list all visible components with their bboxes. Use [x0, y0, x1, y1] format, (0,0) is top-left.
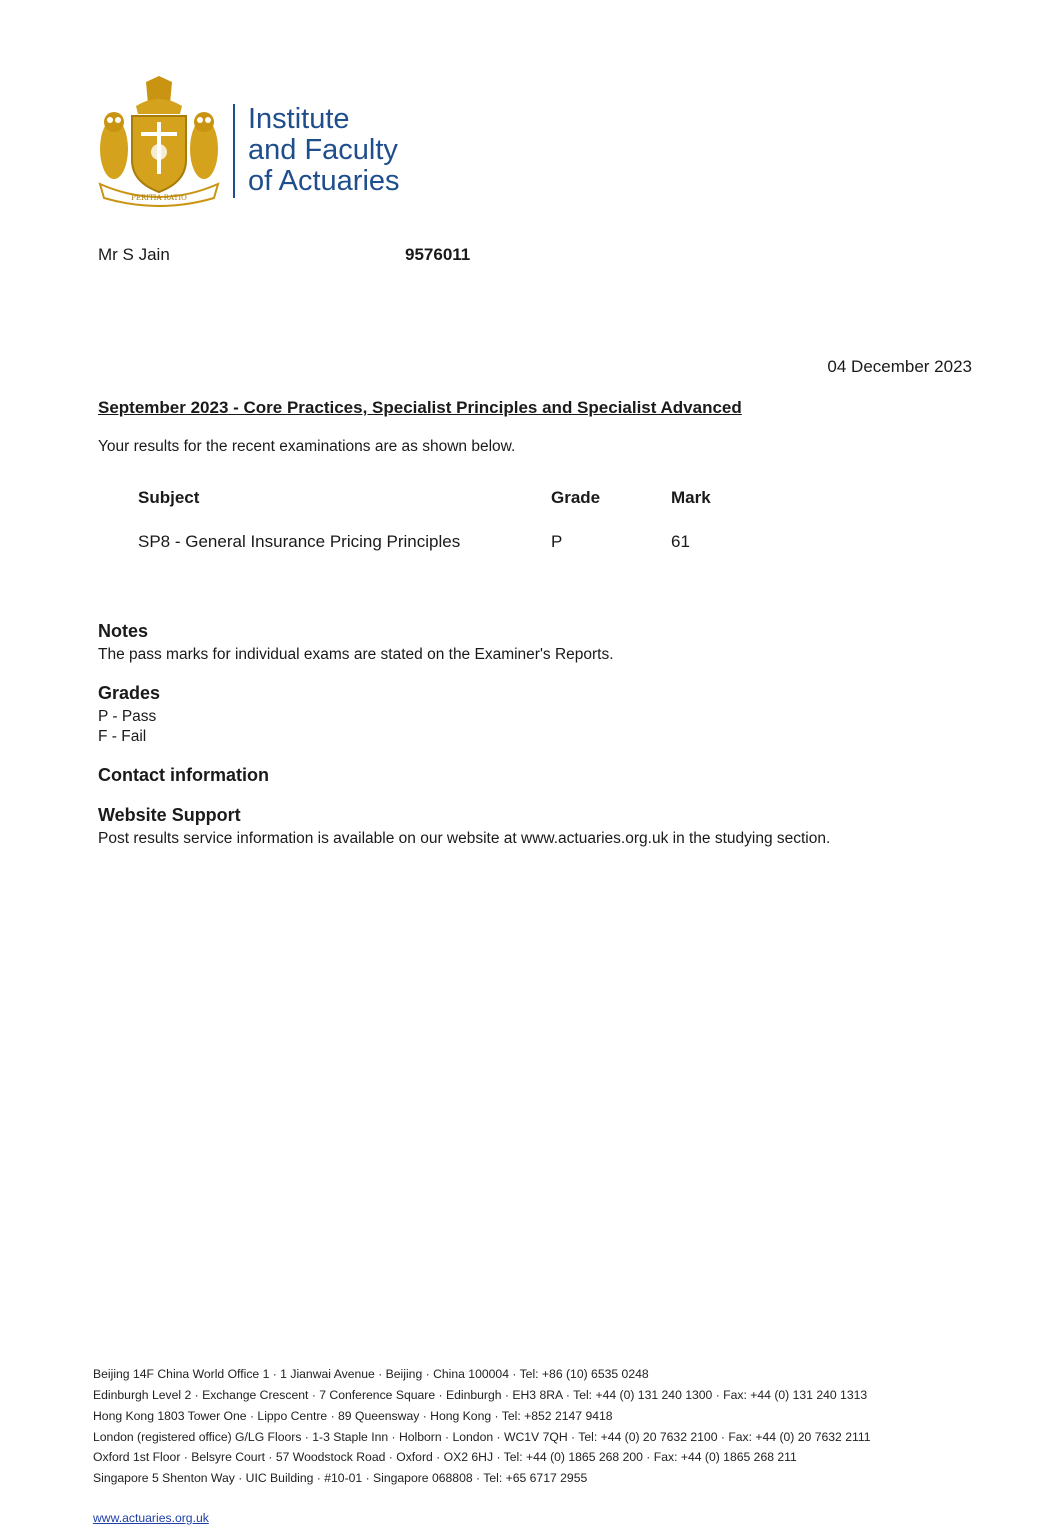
office-london: London (registered office) G/LG Floors · 1-3 Staple Inn · Holborn · London · WC1V 7QH · Tel: +44 (0) 20 7632 2100 · Fax: +44 (0) 20 7632 2111: [93, 1430, 871, 1444]
intro-text: Your results for the recent examinations are as shown below.: [98, 438, 516, 455]
header-subject: Subject: [138, 488, 200, 507]
result-grade: P: [551, 532, 563, 551]
contact-title: Contact information: [98, 765, 269, 785]
org-name-line-3: of Actuaries: [248, 165, 400, 197]
office-singapore: Singapore 5 Shenton Way · UIC Building · #10-01 · Singapore 068808 · Tel: +65 6717 2955: [93, 1471, 588, 1485]
header-mark: Mark: [671, 488, 711, 507]
logo-divider: [233, 104, 235, 198]
recipient-name: Mr S Jain: [98, 245, 170, 264]
office-oxford: Oxford 1st Floor · Belsyre Court · 57 Woodstock Road · Oxford · OX2 6HJ · Tel: +44 (0) 1865 268 200 · Fax: +44 (0) 1865 268 211: [93, 1450, 797, 1464]
org-name-line-2: and Faculty: [248, 134, 398, 166]
office-beijing: Beijing 14F China World Office 1 · 1 Jianwai Avenue · Beijing · China 100004 · Tel: +86 (10) 6535 0248: [93, 1367, 649, 1381]
exam-session-heading: September 2023 - Core Practices, Specialist Principles and Specialist Advanced: [98, 398, 742, 417]
website-support-title: Website Support: [98, 805, 241, 825]
grade-fail: F - Fail: [98, 728, 147, 745]
svg-text:PERITIA RATIO: PERITIA RATIO: [131, 194, 187, 202]
organisation-name: [248, 104, 400, 197]
grade-pass: P - Pass: [98, 708, 157, 725]
office-hong-kong: Hong Kong 1803 Tower One · Lippo Centre · 89 Queensway · Hong Kong · Tel: +852 2147 9418: [93, 1409, 613, 1423]
office-edinburgh: Edinburgh Level 2 · Exchange Crescent · 7 Conference Square · Edinburgh · EH3 8RA · Tel: +44 (0) 131 240 1300 · Fax: +44 (0) 131 240 1313: [93, 1388, 868, 1402]
ifoa-logo: [96, 74, 426, 210]
website-support-text: Post results service information is available on our website at www.actuaries.org.uk in the studying section.: [98, 830, 831, 847]
candidate-number: 9576011: [405, 245, 471, 264]
website-link[interactable]: www.actuaries.org.uk: [93, 1511, 209, 1525]
result-mark: 61: [671, 532, 690, 551]
letter-date: 04 December 2023: [827, 357, 972, 376]
notes-title: Notes: [98, 621, 149, 641]
result-subject: SP8 - General Insurance Pricing Principles: [138, 532, 461, 551]
crest-icon: [96, 74, 222, 208]
notes-text: The pass marks for individual exams are stated on the Examiner's Reports.: [98, 646, 614, 663]
grades-title: Grades: [98, 683, 161, 703]
org-name-line-1: Institute: [248, 103, 350, 135]
header-grade: Grade: [551, 488, 601, 507]
